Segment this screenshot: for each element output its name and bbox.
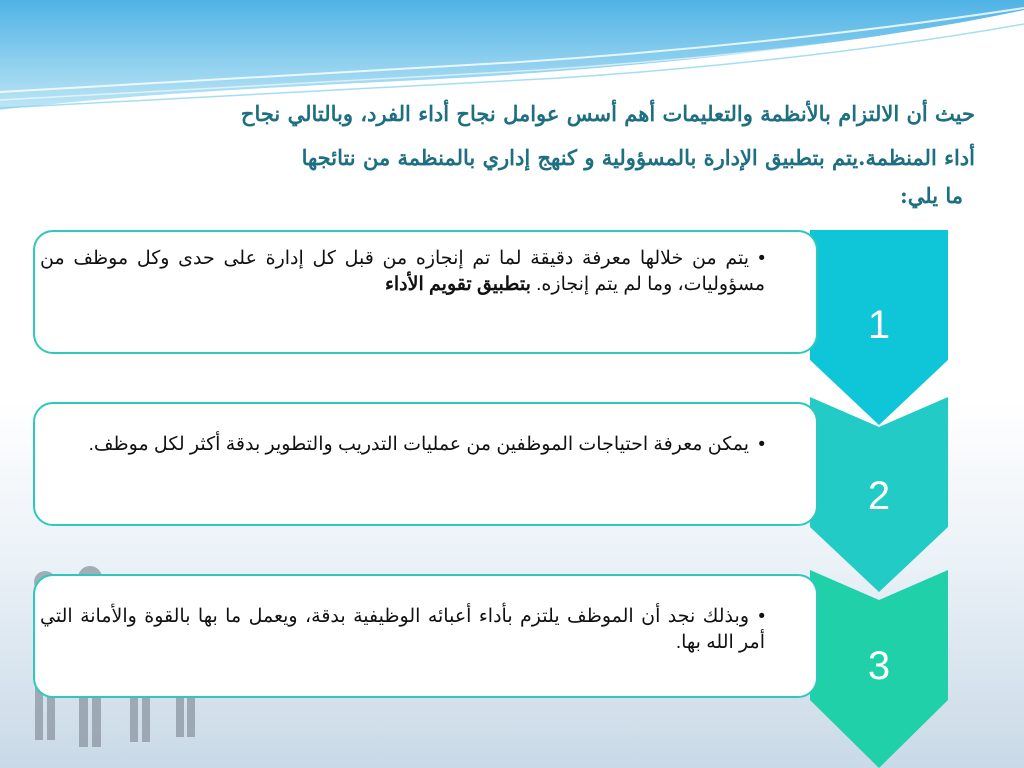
bullet-1: • bbox=[758, 248, 765, 269]
item-number-2: 2 bbox=[867, 474, 891, 518]
bullet-2: • bbox=[758, 434, 765, 455]
item-text-3 bbox=[40, 604, 765, 656]
item-body-2: يمكن معرفة احتياجات الموظفين من عمليات التدريب والتطوير بدقة أكثر لكل موظف. bbox=[88, 434, 749, 455]
item-text-1 bbox=[40, 246, 765, 298]
intro-paragraph bbox=[60, 92, 975, 210]
item-number-3: 3 bbox=[867, 644, 891, 688]
item-box-2 bbox=[33, 402, 818, 526]
intro-line-1: حيث أن الالتزام بالأنظمة والتعليمات أهم أسس عوامل نجاح أداء الفرد، وبالتالي نجاح bbox=[240, 101, 975, 126]
item-bold-1: بتطبيق تقويم الأداء bbox=[384, 274, 531, 295]
item-text-2 bbox=[40, 432, 765, 458]
intro-line-2: أداء المنظمة.يتم بتطبيق الإدارة بالمسؤولية و كنهج إداري بالمنظمة من نتائجها bbox=[301, 145, 975, 170]
item-number-1: 1 bbox=[867, 303, 891, 347]
item-body-1: يتم من خلالها معرفة دقيقة لما تم إنجازه من قبل كل إدارة على حدى وكل موظف من مسؤوليات، وما لم يتم إنجازه. bbox=[40, 248, 765, 295]
intro-line-3: ما يلي: bbox=[899, 183, 963, 208]
bullet-3: • bbox=[758, 606, 765, 627]
item-body-3: وبذلك نجد أن الموظف يلتزم بأداء أعبائه الوظيفية بدقة، ويعمل ما بها بالقوة والأمانة التي أمر الله بها. bbox=[40, 606, 765, 653]
